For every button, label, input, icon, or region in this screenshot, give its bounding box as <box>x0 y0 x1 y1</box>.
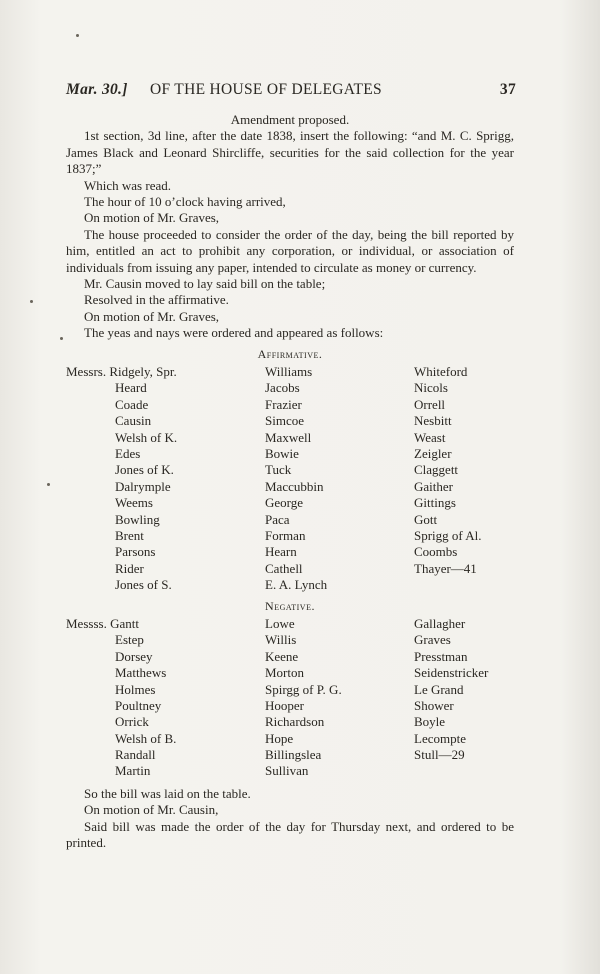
voter-name: Orrick <box>115 714 149 730</box>
header-title: OF THE HOUSE OF DELEGATES <box>150 81 382 98</box>
vote-row <box>66 380 514 396</box>
vote-row <box>66 714 514 730</box>
voter-name: Jacobs <box>265 380 300 396</box>
voter-name: Hope <box>265 730 294 746</box>
voter-name: Frazier <box>265 396 302 412</box>
voter-name: Claggett <box>414 462 459 478</box>
voter-name: Welsh of B. <box>115 730 177 746</box>
paragraph: Resolved in the affirmative. <box>84 292 229 308</box>
paragraph: On motion of Mr. Graves, <box>84 210 220 226</box>
paper-speck <box>30 300 33 303</box>
paragraph: On motion of Mr. Graves, <box>84 308 220 324</box>
voter-name: E. A. Lynch <box>265 577 328 593</box>
voter-name: Hearn <box>265 544 297 560</box>
voter-name: Dorsey <box>115 648 153 664</box>
paper-speck <box>60 337 63 340</box>
vote-row <box>66 479 514 495</box>
page-number: 37 <box>499 81 516 98</box>
vote-row <box>66 698 514 714</box>
voter-name: Tuck <box>265 462 292 478</box>
voter-name: Richardson <box>265 714 325 730</box>
vote-row <box>66 682 514 698</box>
voter-name: Messrs. Ridgely, Spr. <box>66 364 177 380</box>
paper-speck <box>47 483 50 486</box>
voter-name: Seidenstricker <box>414 665 489 681</box>
voter-name: Brent <box>115 528 144 543</box>
voter-name: Coombs <box>414 544 458 560</box>
voter-name: Dalrymple <box>115 478 171 494</box>
paragraph: The yeas and nays were ordered and appeared as follows: <box>84 325 384 341</box>
voter-name: Messss. Gantt <box>66 615 139 631</box>
voter-name: Whiteford <box>414 364 468 380</box>
paragraph: The house proceeded to consider the order of the day, being the bill reported by him, entitled an act to prohibit any corporation, or individual, or association of individuals from issuing any paper, intended to circulate as money or currency. <box>66 226 514 275</box>
voter-name: Estep <box>115 632 144 648</box>
closing-paragraph: So the bill was laid on the table. <box>84 785 251 801</box>
vote-row <box>66 512 514 528</box>
voter-name: Bowie <box>265 446 299 462</box>
paper-speck <box>76 34 79 37</box>
voter-name: Weems <box>115 495 153 511</box>
voter-name: Morton <box>265 665 304 681</box>
paragraph: Mr. Causin moved to lay said bill on the table; <box>84 276 326 292</box>
voter-name: Gallagher <box>414 615 466 631</box>
vote-row <box>66 763 514 779</box>
voter-name: Williams <box>265 364 313 380</box>
voter-name: Martin <box>115 763 151 779</box>
vote-row <box>66 413 514 429</box>
voter-name: George <box>265 495 304 511</box>
voter-name: Willis <box>265 632 297 648</box>
voter-name: Welsh of K. <box>115 429 178 445</box>
voter-name: Weast <box>414 429 446 445</box>
vote-row <box>66 397 514 413</box>
voter-name: Gaither <box>414 478 453 494</box>
vote-row <box>66 561 514 577</box>
voter-name: Jones of K. <box>115 462 174 478</box>
voter-name: Bowling <box>115 511 160 527</box>
voter-name: Holmes <box>115 681 156 697</box>
vote-row <box>66 462 514 478</box>
vote-row <box>66 665 514 681</box>
voter-name: Matthews <box>115 665 167 681</box>
vote-row <box>66 495 514 511</box>
voter-name: Nesbitt <box>414 413 452 429</box>
negative-heading: Negative. <box>265 598 315 613</box>
voter-name: Gott <box>414 511 438 527</box>
voter-name: Lowe <box>265 615 295 631</box>
voter-name: Billingslea <box>265 747 322 763</box>
voter-name: Gittings <box>414 495 456 511</box>
voter-name: Hooper <box>265 697 304 713</box>
voter-name: Presstman <box>414 648 468 664</box>
voter-name: Parsons <box>115 544 156 560</box>
voter-name: Keene <box>265 648 299 664</box>
voter-name: Graves <box>414 632 451 648</box>
voter-name: Forman <box>265 528 306 543</box>
voter-name: Stull—29 <box>414 747 465 763</box>
paragraph: Which was read. <box>84 177 171 193</box>
voter-name: Maccubbin <box>265 478 324 494</box>
voter-name: Cathell <box>265 560 303 576</box>
vote-row <box>66 632 514 648</box>
affirmative-vote-list <box>66 364 514 593</box>
voter-name: Sullivan <box>265 763 309 779</box>
voter-name: Le Grand <box>414 681 464 697</box>
vote-row <box>66 577 514 593</box>
vote-row <box>66 528 514 544</box>
voter-name: Poultney <box>115 697 162 713</box>
vote-row <box>66 544 514 560</box>
vote-row <box>66 747 514 763</box>
voter-name: Nicols <box>414 380 448 396</box>
vote-row <box>66 446 514 462</box>
closing-paragraph: Said bill was made the order of the day for Thursday next, and ordered to be printed. <box>66 818 514 851</box>
vote-row <box>66 616 514 632</box>
voter-name: Rider <box>115 560 144 576</box>
voter-name: Coade <box>115 396 149 412</box>
voter-name: Zeigler <box>414 446 452 462</box>
voter-name: Sprigg of Al. <box>414 528 482 543</box>
affirmative-heading: Affirmative. <box>257 346 323 361</box>
voter-name: Randall <box>115 747 156 763</box>
voter-name: Causin <box>115 413 152 429</box>
vote-row <box>66 430 514 446</box>
voter-name: Orrell <box>414 396 446 412</box>
amendment-heading: Amendment proposed. <box>230 112 350 127</box>
negative-vote-list <box>66 616 514 780</box>
vote-row <box>66 364 514 380</box>
header-date: Mar. 30.] <box>66 81 128 98</box>
paragraph: 1st section, 3d line, after the date 1838, insert the following: “and M. C. Sprigg, James Black and Leonard Shircliffe, securities for the said collection for the year 1837;” <box>66 128 514 177</box>
voter-name: Heard <box>115 380 147 396</box>
voter-name: Shower <box>414 697 454 713</box>
vote-row <box>66 649 514 665</box>
voter-name: Lecompte <box>414 730 466 746</box>
closing-paragraph: On motion of Mr. Causin, <box>84 802 219 818</box>
page-body <box>66 112 514 852</box>
voter-name: Boyle <box>414 714 446 730</box>
voter-name: Maxwell <box>265 429 312 445</box>
paragraph: The hour of 10 o’clock having arrived, <box>84 194 286 210</box>
vote-row <box>66 731 514 747</box>
voter-name: Thayer—41 <box>414 560 477 576</box>
voter-name: Simcoe <box>265 413 304 429</box>
voter-name: Spirgg of P. G. <box>265 681 342 697</box>
voter-name: Edes <box>115 446 141 462</box>
voter-name: Paca <box>265 511 290 527</box>
voter-name: Jones of S. <box>115 577 172 593</box>
